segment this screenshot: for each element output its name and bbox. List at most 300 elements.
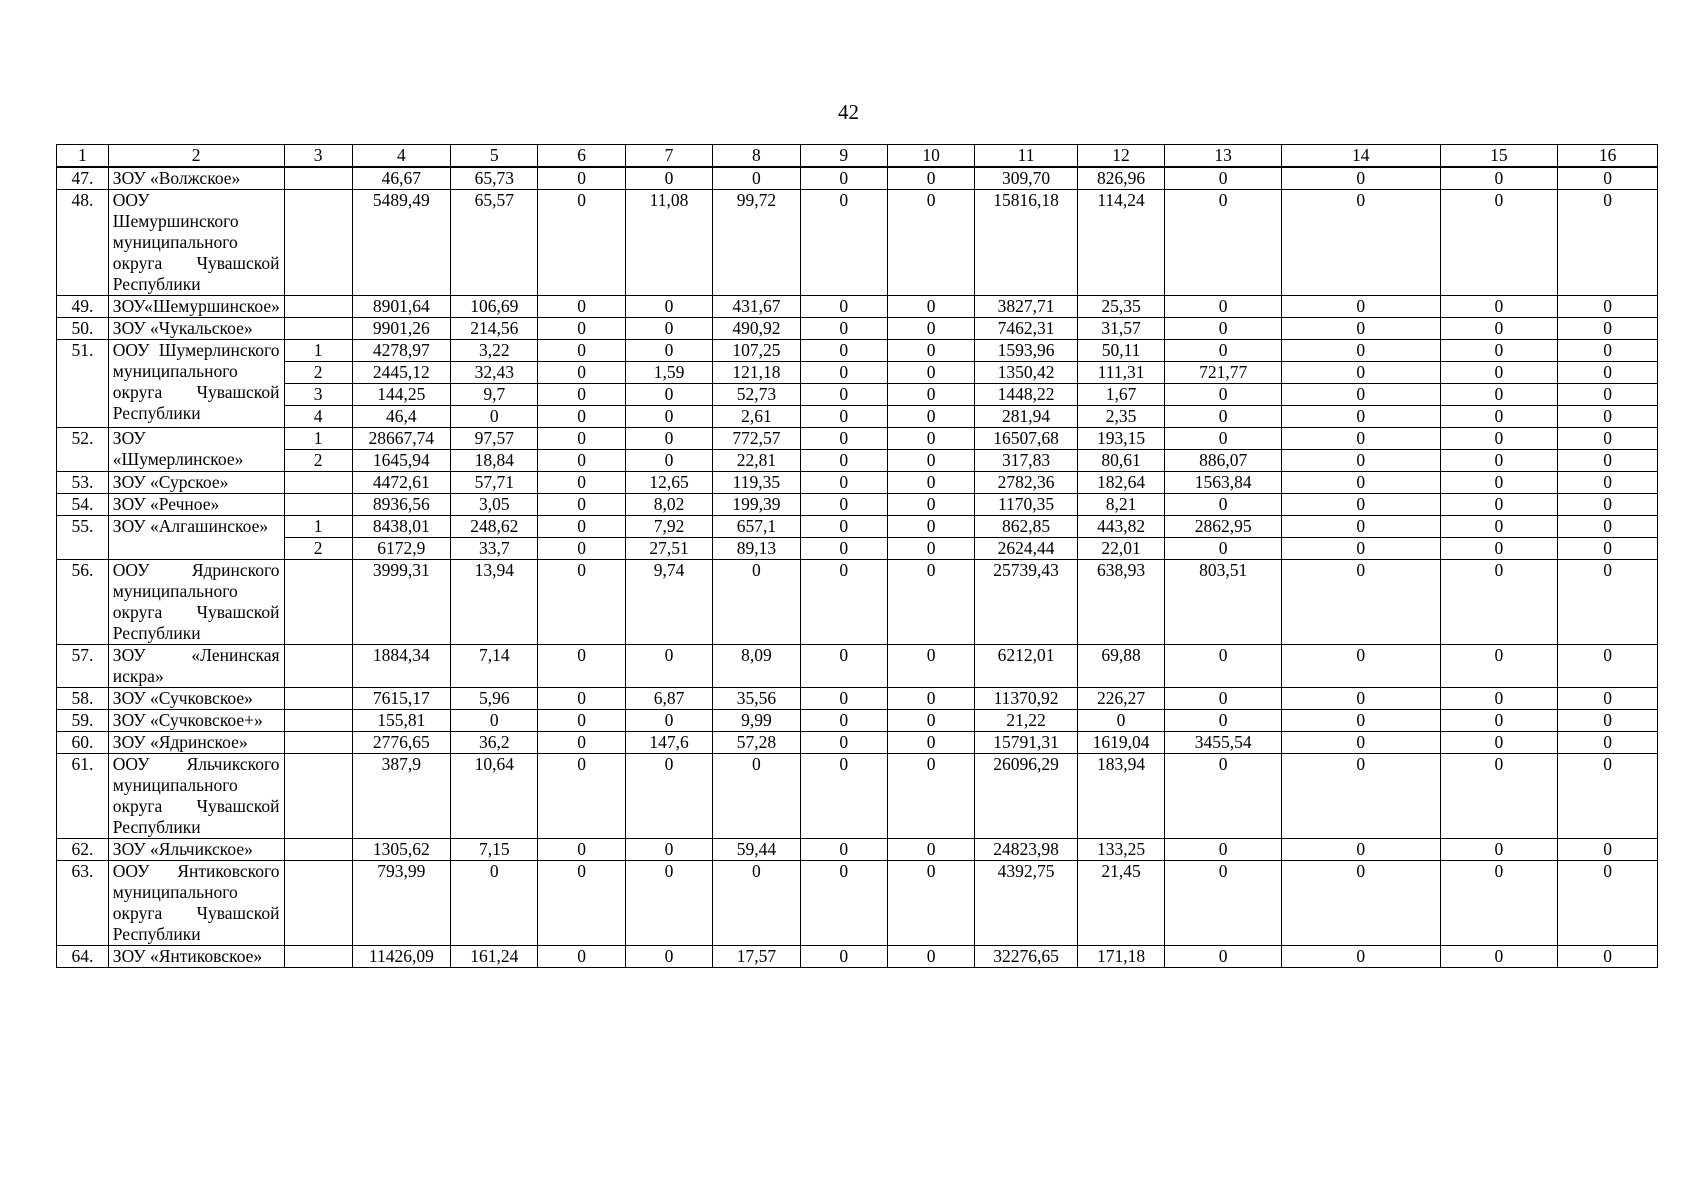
value-cell: 99,72 xyxy=(713,190,800,296)
value-cell: 0 xyxy=(1558,406,1658,428)
value-cell: 0 xyxy=(1165,645,1282,688)
row-number: 55. xyxy=(57,516,109,560)
value-cell: 0 xyxy=(1282,384,1440,406)
value-cell: 21,22 xyxy=(975,710,1078,732)
table-row xyxy=(57,861,1658,946)
value-cell: 0 xyxy=(887,710,974,732)
sub-index-cell xyxy=(284,494,352,516)
column-header: 14 xyxy=(1282,145,1440,168)
value-cell: 0 xyxy=(625,167,712,190)
value-cell: 12,65 xyxy=(625,472,712,494)
table-row xyxy=(57,688,1658,710)
value-cell: 4392,75 xyxy=(975,861,1078,946)
value-cell: 9,99 xyxy=(713,710,800,732)
value-cell: 0 xyxy=(538,946,625,968)
value-cell: 1,59 xyxy=(625,362,712,384)
row-number: 48. xyxy=(57,190,109,296)
value-cell: 7,15 xyxy=(451,839,538,861)
value-cell: 0 xyxy=(538,861,625,946)
value-cell: 0 xyxy=(1440,946,1558,968)
value-cell: 0 xyxy=(887,406,974,428)
value-cell: 25739,43 xyxy=(975,560,1078,645)
value-cell: 0 xyxy=(1440,645,1558,688)
value-cell: 0 xyxy=(625,839,712,861)
value-cell: 33,7 xyxy=(451,538,538,560)
value-cell: 0 xyxy=(887,946,974,968)
entity-name: ЗОУ «Чукальское» xyxy=(108,318,284,340)
value-cell: 793,99 xyxy=(352,861,451,946)
value-cell: 0 xyxy=(887,362,974,384)
value-cell: 11426,09 xyxy=(352,946,451,968)
entity-name: ООУ Яльчикского муниципального округа Чувашской Республики xyxy=(108,754,284,839)
value-cell: 28667,74 xyxy=(352,428,451,450)
value-cell: 0 xyxy=(800,167,887,190)
value-cell: 21,45 xyxy=(1077,861,1164,946)
value-cell: 0 xyxy=(1558,318,1658,340)
value-cell: 171,18 xyxy=(1077,946,1164,968)
table-row xyxy=(57,428,1658,450)
value-cell: 0 xyxy=(1440,340,1558,362)
value-cell: 133,25 xyxy=(1077,839,1164,861)
table-row xyxy=(57,384,1658,406)
value-cell: 11370,92 xyxy=(975,688,1078,710)
value-cell: 25,35 xyxy=(1077,296,1164,318)
value-cell: 2,61 xyxy=(713,406,800,428)
column-header: 16 xyxy=(1558,145,1658,168)
value-cell: 0 xyxy=(1165,688,1282,710)
value-cell: 0 xyxy=(538,296,625,318)
value-cell: 46,67 xyxy=(352,167,451,190)
table-row xyxy=(57,946,1658,968)
value-cell: 0 xyxy=(1440,384,1558,406)
value-cell: 0 xyxy=(1165,167,1282,190)
value-cell: 0 xyxy=(625,318,712,340)
value-cell: 36,2 xyxy=(451,732,538,754)
value-cell: 0 xyxy=(1282,754,1440,839)
value-cell: 2782,36 xyxy=(975,472,1078,494)
value-cell: 0 xyxy=(1558,450,1658,472)
value-cell: 0 xyxy=(1440,688,1558,710)
value-cell: 0 xyxy=(1558,645,1658,688)
entity-name: ООУ Ядринского муниципального округа Чувашской Республики xyxy=(108,560,284,645)
sub-index-cell xyxy=(284,688,352,710)
page-number: 42 xyxy=(838,100,859,124)
value-cell: 0 xyxy=(1282,710,1440,732)
value-cell: 0 xyxy=(800,472,887,494)
value-cell: 4472,61 xyxy=(352,472,451,494)
value-cell: 59,44 xyxy=(713,839,800,861)
value-cell: 0 xyxy=(1440,296,1558,318)
sub-index-cell xyxy=(284,560,352,645)
value-cell: 0 xyxy=(887,167,974,190)
value-cell: 0 xyxy=(1558,362,1658,384)
column-header: 11 xyxy=(975,145,1078,168)
sub-index-cell: 1 xyxy=(284,340,352,362)
value-cell: 0 xyxy=(887,428,974,450)
value-cell: 0 xyxy=(625,946,712,968)
value-cell: 0 xyxy=(538,406,625,428)
entity-name: ЗОУ «Шумерлинское» xyxy=(108,428,284,472)
value-cell: 0 xyxy=(1440,318,1558,340)
value-cell: 0 xyxy=(887,754,974,839)
entity-name: ЗОУ «Волжское» xyxy=(108,167,284,190)
value-cell: 0 xyxy=(1282,732,1440,754)
table-row xyxy=(57,839,1658,861)
value-cell: 0 xyxy=(538,710,625,732)
value-cell: 8,09 xyxy=(713,645,800,688)
header-row xyxy=(57,145,1658,168)
value-cell: 9,74 xyxy=(625,560,712,645)
table-row xyxy=(57,645,1658,688)
value-cell: 2445,12 xyxy=(352,362,451,384)
value-cell: 0 xyxy=(1165,861,1282,946)
value-cell: 8,02 xyxy=(625,494,712,516)
value-cell: 0 xyxy=(1282,296,1440,318)
value-cell: 111,31 xyxy=(1077,362,1164,384)
value-cell: 18,84 xyxy=(451,450,538,472)
value-cell: 10,64 xyxy=(451,754,538,839)
value-cell: 1593,96 xyxy=(975,340,1078,362)
value-cell: 0 xyxy=(1440,710,1558,732)
value-cell: 248,62 xyxy=(451,516,538,538)
value-cell: 1,67 xyxy=(1077,384,1164,406)
table-row xyxy=(57,190,1658,296)
value-cell: 0 xyxy=(800,861,887,946)
entity-name: ЗОУ«Шемуршинское» xyxy=(108,296,284,318)
table-row xyxy=(57,406,1658,428)
value-cell: 0 xyxy=(1282,645,1440,688)
value-cell: 121,18 xyxy=(713,362,800,384)
value-cell: 0 xyxy=(800,494,887,516)
value-cell: 0 xyxy=(1558,296,1658,318)
value-cell: 0 xyxy=(1282,318,1440,340)
value-cell: 35,56 xyxy=(713,688,800,710)
value-cell: 0 xyxy=(625,754,712,839)
value-cell: 0 xyxy=(1165,494,1282,516)
value-cell: 0 xyxy=(1440,406,1558,428)
entity-name: ЗОУ «Янтиковское» xyxy=(108,946,284,968)
value-cell: 0 xyxy=(538,839,625,861)
value-cell: 0 xyxy=(1165,406,1282,428)
value-cell: 1884,34 xyxy=(352,645,451,688)
value-cell: 0 xyxy=(887,516,974,538)
value-cell: 114,24 xyxy=(1077,190,1164,296)
value-cell: 0 xyxy=(1558,861,1658,946)
value-cell: 0 xyxy=(1282,861,1440,946)
entity-name: ЗОУ «Речное» xyxy=(108,494,284,516)
value-cell: 0 xyxy=(887,472,974,494)
value-cell: 0 xyxy=(538,732,625,754)
table-row xyxy=(57,450,1658,472)
value-cell: 0 xyxy=(800,516,887,538)
row-number: 61. xyxy=(57,754,109,839)
value-cell: 0 xyxy=(1440,167,1558,190)
value-cell: 0 xyxy=(1558,167,1658,190)
value-cell: 1448,22 xyxy=(975,384,1078,406)
row-number: 51. xyxy=(57,340,109,428)
value-cell: 0 xyxy=(538,688,625,710)
row-number: 52. xyxy=(57,428,109,472)
value-cell: 0 xyxy=(1440,494,1558,516)
value-cell: 0 xyxy=(538,318,625,340)
value-cell: 11,08 xyxy=(625,190,712,296)
value-cell: 0 xyxy=(1282,516,1440,538)
table-row xyxy=(57,340,1658,362)
value-cell: 772,57 xyxy=(713,428,800,450)
value-cell: 0 xyxy=(1165,190,1282,296)
value-cell: 22,81 xyxy=(713,450,800,472)
value-cell: 0 xyxy=(887,861,974,946)
value-cell: 0 xyxy=(538,167,625,190)
value-cell: 7615,17 xyxy=(352,688,451,710)
value-cell: 22,01 xyxy=(1077,538,1164,560)
value-cell: 9,7 xyxy=(451,384,538,406)
value-cell: 0 xyxy=(1440,861,1558,946)
value-cell: 0 xyxy=(538,560,625,645)
value-cell: 0 xyxy=(887,494,974,516)
entity-name: ЗОУ «Сучковское+» xyxy=(108,710,284,732)
sub-index-cell xyxy=(284,861,352,946)
row-number: 59. xyxy=(57,710,109,732)
value-cell: 0 xyxy=(1282,190,1440,296)
value-cell: 0 xyxy=(1558,494,1658,516)
table-row xyxy=(57,167,1658,190)
table-row xyxy=(57,538,1658,560)
value-cell: 0 xyxy=(538,538,625,560)
value-cell: 0 xyxy=(1165,538,1282,560)
value-cell: 0 xyxy=(1440,472,1558,494)
column-header: 2 xyxy=(108,145,284,168)
value-cell: 24823,98 xyxy=(975,839,1078,861)
value-cell: 32,43 xyxy=(451,362,538,384)
value-cell: 0 xyxy=(625,406,712,428)
value-cell: 0 xyxy=(887,645,974,688)
sub-index-cell: 2 xyxy=(284,538,352,560)
column-header: 4 xyxy=(352,145,451,168)
value-cell: 431,67 xyxy=(713,296,800,318)
entity-name: ЗОУ «Сучковское» xyxy=(108,688,284,710)
value-cell: 0 xyxy=(887,732,974,754)
value-cell: 2624,44 xyxy=(975,538,1078,560)
row-number: 64. xyxy=(57,946,109,968)
sub-index-cell xyxy=(284,296,352,318)
sub-index-cell: 1 xyxy=(284,428,352,450)
value-cell: 8901,64 xyxy=(352,296,451,318)
value-cell: 638,93 xyxy=(1077,560,1164,645)
value-cell: 0 xyxy=(1558,384,1658,406)
column-header: 12 xyxy=(1077,145,1164,168)
value-cell: 0 xyxy=(1558,340,1658,362)
value-cell: 0 xyxy=(538,384,625,406)
value-cell: 0 xyxy=(887,190,974,296)
value-cell: 0 xyxy=(1440,516,1558,538)
value-cell: 0 xyxy=(1440,450,1558,472)
value-cell: 2862,95 xyxy=(1165,516,1282,538)
entity-name: ЗОУ «Ленинская искра» xyxy=(108,645,284,688)
value-cell: 0 xyxy=(1440,362,1558,384)
column-header: 6 xyxy=(538,145,625,168)
value-cell: 0 xyxy=(800,450,887,472)
value-cell: 7462,31 xyxy=(975,318,1078,340)
value-cell: 0 xyxy=(800,362,887,384)
value-cell: 8936,56 xyxy=(352,494,451,516)
value-cell: 155,81 xyxy=(352,710,451,732)
value-cell: 144,25 xyxy=(352,384,451,406)
value-cell: 0 xyxy=(1282,428,1440,450)
value-cell: 4278,97 xyxy=(352,340,451,362)
column-header: 5 xyxy=(451,145,538,168)
value-cell: 0 xyxy=(538,340,625,362)
entity-name: ООУ Шумерлинского муниципального округа Чувашской Республики xyxy=(108,340,284,428)
table-row xyxy=(57,754,1658,839)
value-cell: 0 xyxy=(1165,384,1282,406)
value-cell: 0 xyxy=(538,494,625,516)
value-cell: 119,35 xyxy=(713,472,800,494)
value-cell: 317,83 xyxy=(975,450,1078,472)
value-cell: 0 xyxy=(1558,839,1658,861)
table-row xyxy=(57,494,1658,516)
value-cell: 0 xyxy=(1282,450,1440,472)
value-cell: 0 xyxy=(1558,946,1658,968)
value-cell: 106,69 xyxy=(451,296,538,318)
value-cell: 0 xyxy=(800,645,887,688)
sub-index-cell xyxy=(284,318,352,340)
value-cell: 0 xyxy=(1440,538,1558,560)
value-cell: 80,61 xyxy=(1077,450,1164,472)
value-cell: 69,88 xyxy=(1077,645,1164,688)
sub-index-cell xyxy=(284,472,352,494)
value-cell: 0 xyxy=(800,710,887,732)
value-cell: 0 xyxy=(800,406,887,428)
row-number: 60. xyxy=(57,732,109,754)
sub-index-cell: 4 xyxy=(284,406,352,428)
value-cell: 89,13 xyxy=(713,538,800,560)
value-cell: 0 xyxy=(1558,560,1658,645)
value-cell: 721,77 xyxy=(1165,362,1282,384)
value-cell: 97,57 xyxy=(451,428,538,450)
value-cell: 0 xyxy=(625,861,712,946)
value-cell: 52,73 xyxy=(713,384,800,406)
value-cell: 3,22 xyxy=(451,340,538,362)
value-cell: 147,6 xyxy=(625,732,712,754)
value-cell: 226,27 xyxy=(1077,688,1164,710)
value-cell: 0 xyxy=(800,318,887,340)
value-cell: 0 xyxy=(887,296,974,318)
data-table xyxy=(56,144,1658,968)
value-cell: 13,94 xyxy=(451,560,538,645)
value-cell: 0 xyxy=(1165,296,1282,318)
sub-index-cell xyxy=(284,167,352,190)
value-cell: 2,35 xyxy=(1077,406,1164,428)
value-cell: 862,85 xyxy=(975,516,1078,538)
value-cell: 46,4 xyxy=(352,406,451,428)
value-cell: 0 xyxy=(887,384,974,406)
value-cell: 0 xyxy=(1165,428,1282,450)
value-cell: 0 xyxy=(625,384,712,406)
value-cell: 57,71 xyxy=(451,472,538,494)
value-cell: 3455,54 xyxy=(1165,732,1282,754)
value-cell: 0 xyxy=(538,428,625,450)
value-cell: 0 xyxy=(800,754,887,839)
value-cell: 182,64 xyxy=(1077,472,1164,494)
value-cell: 16507,68 xyxy=(975,428,1078,450)
value-cell: 0 xyxy=(538,190,625,296)
value-cell: 7,14 xyxy=(451,645,538,688)
value-cell: 0 xyxy=(713,167,800,190)
value-cell: 0 xyxy=(887,450,974,472)
value-cell: 0 xyxy=(800,296,887,318)
value-cell: 0 xyxy=(625,450,712,472)
row-number: 50. xyxy=(57,318,109,340)
value-cell: 0 xyxy=(1165,710,1282,732)
value-cell: 886,07 xyxy=(1165,450,1282,472)
value-cell: 0 xyxy=(625,428,712,450)
sub-index-cell xyxy=(284,710,352,732)
value-cell: 0 xyxy=(800,688,887,710)
column-header: 1 xyxy=(57,145,109,168)
row-number: 53. xyxy=(57,472,109,494)
column-header: 7 xyxy=(625,145,712,168)
value-cell: 281,94 xyxy=(975,406,1078,428)
table-row xyxy=(57,560,1658,645)
value-cell: 0 xyxy=(800,190,887,296)
value-cell: 1645,94 xyxy=(352,450,451,472)
value-cell: 0 xyxy=(1165,839,1282,861)
value-cell: 0 xyxy=(1282,946,1440,968)
value-cell: 3999,31 xyxy=(352,560,451,645)
value-cell: 0 xyxy=(1558,472,1658,494)
sub-index-cell xyxy=(284,754,352,839)
value-cell: 9901,26 xyxy=(352,318,451,340)
sub-index-cell xyxy=(284,645,352,688)
value-cell: 0 xyxy=(1440,732,1558,754)
value-cell: 50,11 xyxy=(1077,340,1164,362)
value-cell: 0 xyxy=(451,406,538,428)
table-row xyxy=(57,472,1658,494)
value-cell: 0 xyxy=(887,340,974,362)
value-cell: 1350,42 xyxy=(975,362,1078,384)
row-number: 62. xyxy=(57,839,109,861)
value-cell: 0 xyxy=(800,560,887,645)
value-cell: 0 xyxy=(800,839,887,861)
table-row xyxy=(57,362,1658,384)
value-cell: 57,28 xyxy=(713,732,800,754)
table-row xyxy=(57,732,1658,754)
row-number: 54. xyxy=(57,494,109,516)
value-cell: 0 xyxy=(1165,318,1282,340)
value-cell: 5489,49 xyxy=(352,190,451,296)
value-cell: 0 xyxy=(625,340,712,362)
value-cell: 0 xyxy=(800,732,887,754)
value-cell: 0 xyxy=(1440,839,1558,861)
value-cell: 0 xyxy=(1558,710,1658,732)
value-cell: 0 xyxy=(1282,472,1440,494)
value-cell: 3,05 xyxy=(451,494,538,516)
table-row xyxy=(57,318,1658,340)
value-cell: 15816,18 xyxy=(975,190,1078,296)
value-cell: 657,1 xyxy=(713,516,800,538)
value-cell: 0 xyxy=(538,472,625,494)
value-cell: 6212,01 xyxy=(975,645,1078,688)
value-cell: 0 xyxy=(1282,839,1440,861)
value-cell: 107,25 xyxy=(713,340,800,362)
row-number: 58. xyxy=(57,688,109,710)
table-row xyxy=(57,710,1658,732)
value-cell: 8,21 xyxy=(1077,494,1164,516)
sub-index-cell: 2 xyxy=(284,450,352,472)
value-cell: 0 xyxy=(1282,538,1440,560)
entity-name: ЗОУ «Яльчикское» xyxy=(108,839,284,861)
